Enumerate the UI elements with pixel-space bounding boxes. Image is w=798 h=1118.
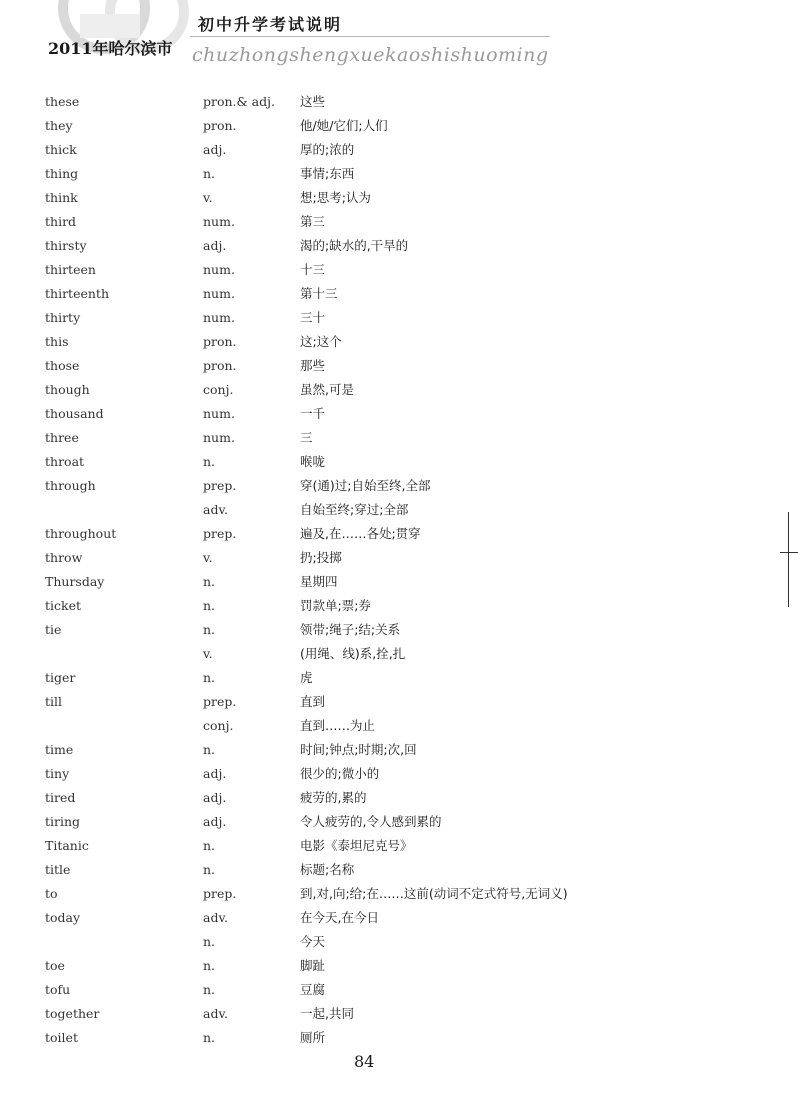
chinese-meaning: 穿(通)过;自始至终,全部 [300, 478, 431, 493]
chinese-meaning: 今天 [300, 934, 326, 949]
chinese-meaning: 三 [300, 430, 313, 445]
part-of-speech: adj. [203, 142, 227, 157]
part-of-speech: n. [203, 838, 216, 853]
vocab-word: title [45, 862, 71, 877]
vocab-entry [0, 138, 798, 162]
part-of-speech: num. [203, 262, 235, 277]
vocab-entry [0, 786, 798, 810]
vocab-word: tiring [45, 814, 81, 829]
vocab-word: this [45, 334, 69, 349]
vocab-word: these [45, 94, 80, 109]
vocab-entry [0, 618, 798, 642]
vocab-entry [0, 906, 798, 930]
part-of-speech: num. [203, 214, 235, 229]
vocab-entry [0, 210, 798, 234]
vocabulary-list [0, 90, 798, 1050]
vocab-word: though [45, 382, 90, 397]
part-of-speech: n. [203, 982, 216, 997]
part-of-speech: n. [203, 598, 216, 613]
chinese-meaning: 想;思考;认为 [300, 190, 371, 205]
chinese-meaning: 标题;名称 [300, 862, 355, 877]
chinese-meaning: 自始至终;穿过;全部 [300, 502, 409, 517]
part-of-speech: n. [203, 862, 216, 877]
vocab-entry [0, 570, 798, 594]
vocab-entry [0, 378, 798, 402]
part-of-speech: adj. [203, 814, 227, 829]
vocab-word: throat [45, 454, 85, 469]
vocab-entry [0, 234, 798, 258]
chinese-meaning: 脚趾 [300, 958, 326, 973]
vocab-entry [0, 258, 798, 282]
chinese-meaning: 在今天,在今日 [300, 910, 379, 925]
chinese-meaning: 到,对,向;给;在……这前(动词不定式符号,无词义) [300, 886, 568, 901]
vocab-word: three [45, 430, 79, 445]
vocab-word: third [45, 214, 77, 229]
vocab-entry [0, 690, 798, 714]
chinese-meaning: 直到……为止 [300, 718, 376, 733]
part-of-speech: v. [203, 190, 213, 205]
vocab-entry [0, 1026, 798, 1050]
vocab-entry [0, 282, 798, 306]
vocab-word: Thursday [45, 574, 105, 589]
part-of-speech: n. [203, 958, 216, 973]
part-of-speech: v. [203, 646, 213, 661]
vocab-entry [0, 810, 798, 834]
vocab-entry [0, 714, 798, 738]
chinese-meaning: 直到 [300, 694, 326, 709]
vocab-entry [0, 354, 798, 378]
chinese-meaning: 三十 [300, 310, 326, 325]
part-of-speech: pron. [203, 118, 237, 133]
part-of-speech: num. [203, 286, 235, 301]
vocab-word: thing [45, 166, 79, 181]
chinese-meaning: 事情;东西 [300, 166, 355, 181]
vocab-entry [0, 978, 798, 1002]
vocab-word: tiny [45, 766, 70, 781]
part-of-speech: n. [203, 454, 216, 469]
crop-mark-horizontal [780, 552, 798, 553]
vocab-word: throughout [45, 526, 117, 541]
vocab-word: thousand [45, 406, 104, 421]
vocab-entry [0, 402, 798, 426]
chinese-meaning: 罚款单;票;券 [300, 598, 371, 613]
vocab-word: through [45, 478, 96, 493]
vocab-word: thick [45, 142, 77, 157]
vocab-entry [0, 1002, 798, 1026]
vocab-entry [0, 306, 798, 330]
book-title: 初中升学考试说明 [198, 15, 343, 34]
vocab-word: Titanic [45, 838, 89, 853]
vocab-entry [0, 162, 798, 186]
part-of-speech: num. [203, 430, 235, 445]
vocab-word: ticket [45, 598, 82, 613]
vocab-entry [0, 186, 798, 210]
vocab-entry [0, 930, 798, 954]
chinese-meaning: 遍及,在……各处;贯穿 [300, 526, 421, 541]
part-of-speech: n. [203, 166, 216, 181]
part-of-speech: prep. [203, 886, 237, 901]
part-of-speech: conj. [203, 382, 234, 397]
part-of-speech: pron. [203, 358, 237, 373]
chinese-meaning: 厕所 [300, 1030, 326, 1045]
vocab-word: together [45, 1006, 100, 1021]
vocab-entry [0, 546, 798, 570]
crop-mark-vertical [788, 512, 789, 607]
chinese-meaning: 扔;投掷 [300, 550, 342, 565]
part-of-speech: prep. [203, 526, 237, 541]
part-of-speech: n. [203, 934, 216, 949]
vocab-entry [0, 666, 798, 690]
part-of-speech: num. [203, 310, 235, 325]
vocab-word: tired [45, 790, 76, 805]
page-header [0, 0, 798, 80]
vocab-word: toe [45, 958, 65, 973]
chinese-meaning: 时间;钟点;时期;次,回 [300, 742, 417, 757]
chinese-meaning: 令人疲劳的,令人感到累的 [300, 814, 442, 829]
vocab-word: thirty [45, 310, 81, 325]
chinese-meaning: 一千 [300, 406, 326, 421]
vocab-word: tofu [45, 982, 71, 997]
vocab-word: today [45, 910, 81, 925]
vocab-entry [0, 522, 798, 546]
vocab-entry [0, 594, 798, 618]
part-of-speech: pron. [203, 334, 237, 349]
vocab-entry [0, 738, 798, 762]
vocab-entry [0, 330, 798, 354]
header-divider [190, 36, 550, 37]
part-of-speech: adj. [203, 238, 227, 253]
vocab-word: thirteenth [45, 286, 109, 301]
vocab-entry [0, 426, 798, 450]
chinese-meaning: 那些 [300, 358, 326, 373]
vocab-word: toilet [45, 1030, 78, 1045]
vocab-word: think [45, 190, 78, 205]
vocab-entry [0, 762, 798, 786]
chinese-meaning: 喉咙 [300, 454, 326, 469]
chinese-meaning: 豆腐 [300, 982, 326, 997]
chinese-meaning: 十三 [300, 262, 326, 277]
part-of-speech: prep. [203, 694, 237, 709]
part-of-speech: n. [203, 574, 216, 589]
part-of-speech: n. [203, 742, 216, 757]
chinese-meaning: 厚的;浓的 [300, 142, 355, 157]
part-of-speech: prep. [203, 478, 237, 493]
chinese-meaning: 他/她/它们;人们 [300, 118, 388, 133]
logo-band [80, 14, 140, 38]
vocab-word: till [45, 694, 63, 709]
chinese-meaning: 虽然,可是 [300, 382, 354, 397]
chinese-meaning: 第三 [300, 214, 326, 229]
part-of-speech: adj. [203, 766, 227, 781]
part-of-speech: n. [203, 622, 216, 637]
chinese-meaning: 虎 [300, 670, 313, 685]
vocab-word: throw [45, 550, 83, 565]
part-of-speech: conj. [203, 718, 234, 733]
chinese-meaning: (用绳、线)系,拴,扎 [300, 646, 406, 661]
vocab-word: tiger [45, 670, 76, 685]
vocab-entry [0, 858, 798, 882]
vocab-entry [0, 954, 798, 978]
vocab-word: time [45, 742, 74, 757]
chinese-meaning: 星期四 [300, 574, 338, 589]
vocab-entry [0, 642, 798, 666]
part-of-speech: adv. [203, 910, 229, 925]
vocab-word: to [45, 886, 58, 901]
chinese-meaning: 第十三 [300, 286, 338, 301]
chinese-meaning: 疲劳的,累的 [300, 790, 367, 805]
chinese-meaning: 这;这个 [300, 334, 342, 349]
chinese-meaning: 很少的;微小的 [300, 766, 380, 781]
vocab-entry [0, 474, 798, 498]
part-of-speech: pron.& adj. [203, 94, 275, 109]
vocab-entry [0, 498, 798, 522]
part-of-speech: adv. [203, 1006, 229, 1021]
vocab-word: thirteen [45, 262, 96, 277]
vocab-word: they [45, 118, 73, 133]
year-city-label: 2011年哈尔滨市 [48, 39, 173, 58]
page-number: 84 [354, 1052, 375, 1071]
chinese-meaning: 领带;绳子;结;关系 [300, 622, 401, 637]
vocab-entry [0, 834, 798, 858]
vocab-entry [0, 450, 798, 474]
vocab-word: thirsty [45, 238, 87, 253]
vocab-entry [0, 90, 798, 114]
vocab-word: tie [45, 622, 62, 637]
chinese-meaning: 渴的;缺水的,干旱的 [300, 238, 409, 253]
book-title-pinyin: chuzhongshengxuekaoshishuoming [192, 44, 549, 66]
chinese-meaning: 这些 [300, 94, 326, 109]
vocab-word: those [45, 358, 80, 373]
part-of-speech: n. [203, 670, 216, 685]
chinese-meaning: 一起,共同 [300, 1006, 354, 1021]
part-of-speech: v. [203, 550, 213, 565]
part-of-speech: adj. [203, 790, 227, 805]
part-of-speech: adv. [203, 502, 229, 517]
part-of-speech: num. [203, 406, 235, 421]
vocab-entry [0, 882, 798, 906]
vocab-entry [0, 114, 798, 138]
chinese-meaning: 电影《泰坦尼克号》 [300, 838, 413, 853]
part-of-speech: n. [203, 1030, 216, 1045]
